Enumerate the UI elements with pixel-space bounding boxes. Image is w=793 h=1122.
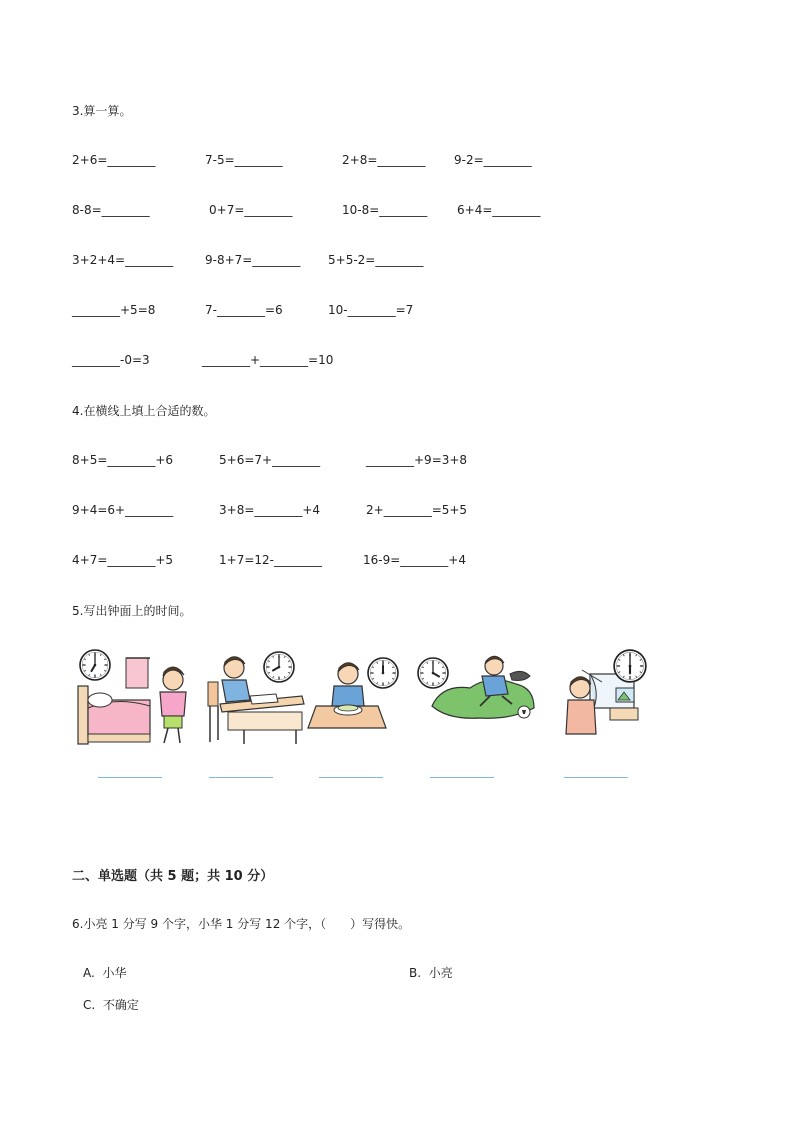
q6-option-a[interactable] (83, 964, 126, 981)
q4-item-2: 5+6=7+________ (219, 453, 321, 467)
option-key: C. (83, 998, 96, 1012)
option-text: 小亮 (428, 966, 453, 980)
q3-title: 3.算一算。 (72, 104, 132, 118)
q6-option-b[interactable] (409, 964, 453, 981)
q3-item-13: 7-________=6 (205, 303, 283, 317)
clock-icon (416, 656, 450, 690)
q3-item-1: 2+6=________ (72, 153, 156, 167)
q3-item-8: 6+4=________ (457, 203, 541, 217)
q4-item-9: 16-9=________+4 (363, 553, 466, 567)
q4-item-8: 1+7=12-________ (219, 553, 322, 567)
clock-icon (78, 648, 112, 682)
q3-item-12: ________+5=8 (72, 303, 156, 317)
q4-title: 4.在横线上填上合适的数。 (72, 404, 216, 418)
q3-item-3: 2+8=________ (342, 153, 426, 167)
q4-item-1: 8+5=________+6 (72, 453, 174, 467)
q6-title: 6.小亮 1 分写 9 个字，小华 1 分写 12 个字，（ ）写得快。 (72, 917, 411, 931)
q6-option-c[interactable] (83, 996, 139, 1013)
clock-icon (612, 648, 648, 684)
q3-item-6: 0+7=________ (209, 203, 293, 217)
q3-item-10: 9-8+7=________ (205, 253, 301, 267)
answer-line-2[interactable] (209, 777, 273, 778)
q4-item-7: 4+7=________+5 (72, 553, 174, 567)
section-2-title: 二、单选题（共 5 题；共 10 分） (72, 869, 274, 884)
q3-item-9: 3+2+4=________ (72, 253, 174, 267)
q3-item-7: 10-8=________ (342, 203, 428, 217)
q4-item-3: ________+9=3+8 (366, 453, 468, 467)
answer-line-3[interactable] (319, 777, 383, 778)
option-text: 小华 (102, 966, 127, 980)
q4-item-5: 3+8=________+4 (219, 503, 321, 517)
clock-icon (262, 650, 296, 684)
answer-line-4[interactable] (430, 777, 494, 778)
q4-item-4: 9+4=6+________ (72, 503, 174, 517)
q5-title: 5.写出钟面上的时间。 (72, 604, 192, 618)
q3-item-4: 9-2=________ (454, 153, 532, 167)
clock-icon (366, 656, 400, 690)
answer-line-1[interactable] (98, 777, 162, 778)
option-key: B. (409, 966, 422, 980)
q3-item-11: 5+5-2=________ (328, 253, 424, 267)
option-text: 不确定 (102, 998, 139, 1012)
q3-item-14: 10-________=7 (328, 303, 414, 317)
answer-line-5[interactable] (564, 777, 628, 778)
q3-item-2: 7-5=________ (205, 153, 283, 167)
q4-item-6: 2+________=5+5 (366, 503, 468, 517)
q3-item-5: 8-8=________ (72, 203, 150, 217)
q3-item-15: ________-0=3 (72, 353, 150, 367)
q3-item-16: ________+________=10 (202, 353, 334, 367)
option-key: A. (83, 966, 95, 980)
